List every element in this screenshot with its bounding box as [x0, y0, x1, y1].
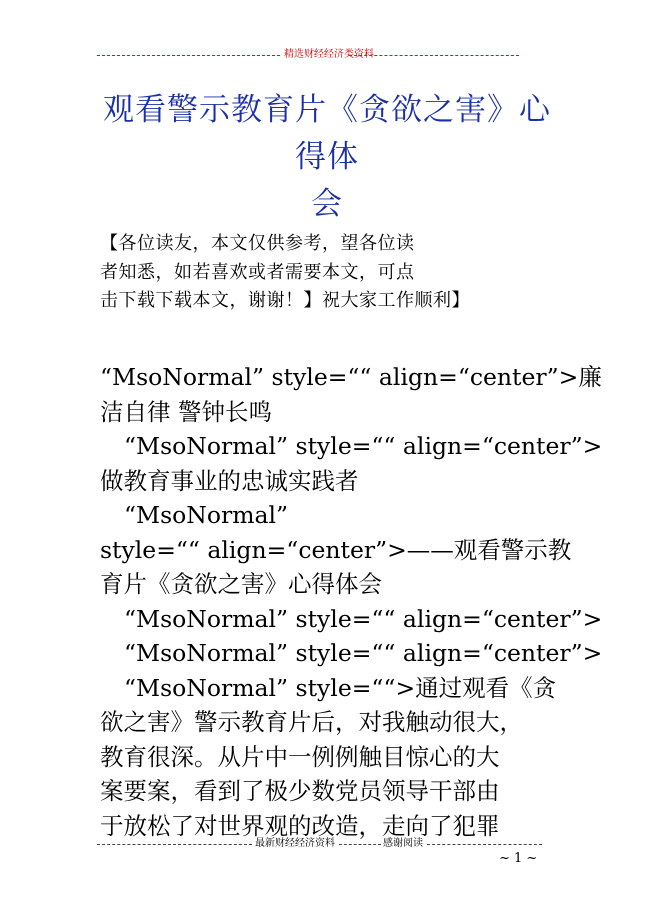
notice-line-1: 【各位读友，本文仅供参考，望各位读: [100, 233, 415, 254]
page-number: ~ 1 ~: [499, 851, 538, 866]
body-line: “MsoNormal” style=““ align=“center”>: [124, 604, 603, 633]
body-line: “MsoNormal” style=““>通过观看《贪: [124, 673, 557, 702]
header-dash-left: [97, 55, 280, 56]
header-text: 精选财经经济类资料: [284, 49, 374, 60]
header-dash-right: [349, 55, 519, 56]
body-line: “MsoNormal” style=““ align=“center”>: [124, 432, 603, 460]
body-line: “MsoNormal” style=““ align=“center”>廉: [100, 363, 602, 391]
notice-line-3: 击下载下载本文，谢谢！】祝大家工作顺利】: [100, 290, 470, 311]
document-body: [100, 360, 602, 843]
document-title: [97, 87, 557, 228]
footer-right-text: 感谢阅读: [383, 838, 423, 849]
page-header: [97, 49, 519, 61]
body-line: 于放松了对世界观的改造，走向了犯罪: [100, 811, 500, 840]
body-line: “MsoNormal”: [124, 501, 289, 529]
body-line: 教育很深。从片中一例例触目惊心的大: [100, 742, 500, 771]
title-line-2: 会: [311, 186, 343, 222]
footer-dash-middle: [339, 844, 381, 845]
body-line: 案要案，看到了极少数党员领导干部由: [100, 777, 500, 805]
body-line: 育片《贪欲之害》心得体会: [100, 570, 382, 598]
footer-dash-right: [427, 844, 542, 845]
body-line: 做教育事业的忠诚实践者: [100, 466, 359, 495]
footer-left-text: 最新财经经济资料: [255, 838, 335, 849]
title-line-1: 观看警示教育片《贪欲之害》心得体: [103, 92, 551, 175]
footer-dash-left: [97, 844, 252, 845]
body-line: 欲之害》警示教育片后，对我触动很大，: [100, 708, 523, 736]
notice-line-2: 者知悉，如若喜欢或者需要本文，可点: [100, 261, 415, 283]
body-line: style=““ align=“center”>——观看警示教: [100, 535, 572, 564]
page-footer: [97, 838, 542, 850]
body-line: “MsoNormal” style=““ align=“center”>: [124, 639, 603, 667]
reader-notice: [100, 230, 470, 316]
body-line: 洁自律 警钟长鸣: [100, 397, 272, 426]
